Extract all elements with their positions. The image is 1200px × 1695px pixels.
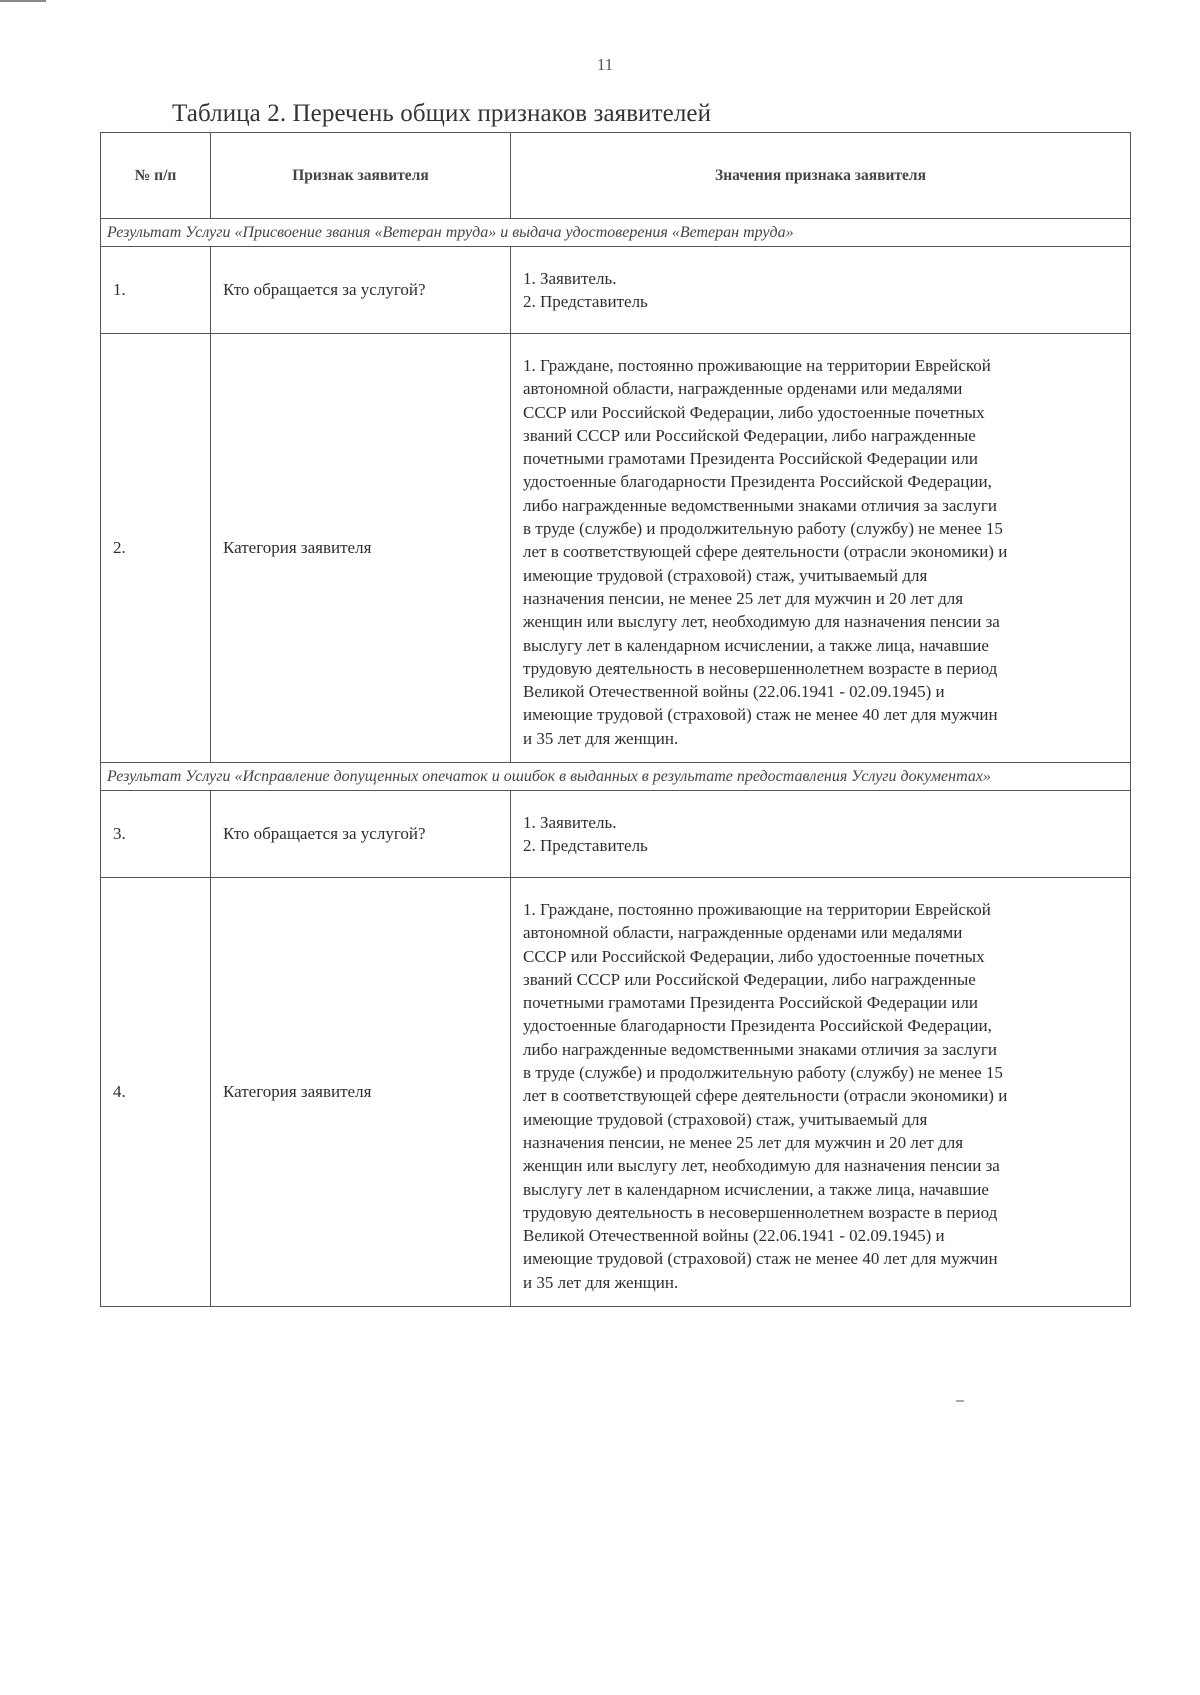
value-line: автономной области, награжденные орденами или медалями	[523, 923, 963, 943]
applicant-features-table	[100, 132, 1131, 1307]
table-row	[101, 791, 1131, 878]
value-line: имеющие трудовой (страховой) стаж не менее 40 лет для мужчин	[523, 705, 998, 725]
value-line: Великой Отечественной войны (22.06.1941 - 02.09.1945) и	[523, 682, 945, 702]
section-row	[101, 763, 1131, 791]
value-line: либо награжденные ведомственными знаками отличия за заслуги	[523, 495, 997, 515]
header-col-sign: Признак заявителя	[211, 133, 511, 219]
value-line: назначения пенсии, не менее 25 лет для мужчин и 20 лет для	[523, 1132, 964, 1152]
value-line: назначения пенсии, не менее 25 лет для мужчин и 20 лет для	[523, 588, 964, 608]
value-line: званий СССР или Российской Федерации, либо награжденные	[523, 425, 976, 445]
row-value	[511, 334, 1131, 763]
header-col-value: Значения признака заявителя	[511, 133, 1131, 219]
value-line: званий СССР или Российской Федерации, либо награжденные	[523, 969, 976, 989]
value-line: 1. Граждане, постоянно проживающие на территории Еврейской	[523, 356, 991, 375]
table-row	[101, 334, 1131, 763]
section-title: Результат Услуги «Исправление допущенных опечаток и ошибок в выданных в результате предоставления Услуги документах»	[101, 763, 1131, 791]
row-number: 3.	[101, 791, 211, 878]
row-number: 1.	[101, 247, 211, 334]
value-line: почетными грамотами Президента Российской Федерации или	[523, 993, 978, 1013]
value-line: в труде (службе) и продолжительную работу (службу) не менее 15	[523, 1063, 1003, 1083]
value-line: имеющие трудовой (страховой) стаж, учитываемый для	[523, 565, 928, 585]
row-sign: Категория заявителя	[211, 878, 511, 1307]
section-row	[101, 219, 1131, 247]
table-row	[101, 247, 1131, 334]
value-line: выслугу лет в календарном исчислении, а также лица, начавшие	[523, 1179, 989, 1199]
value-line: СССР или Российской Федерации, либо удостоенные почетных	[523, 946, 985, 966]
value-line: 1. Заявитель.	[523, 812, 617, 832]
table-title: Таблица 2. Перечень общих признаков заявителей	[172, 100, 712, 127]
value-line: удостоенные благодарности Президента Российской Федерации,	[523, 472, 992, 492]
row-sign: Категория заявителя	[211, 334, 511, 763]
value-line: выслугу лет в календарном исчислении, а также лица, начавшие	[523, 635, 989, 655]
value-line: имеющие трудовой (страховой) стаж, учитываемый для	[523, 1109, 928, 1129]
value-line: 1. Граждане, постоянно проживающие на территории Еврейской	[523, 900, 991, 919]
row-sign: Кто обращается за услугой?	[211, 247, 511, 334]
row-number: 2.	[101, 334, 211, 763]
value-line: 2. Представитель	[523, 292, 648, 311]
table-header-row	[101, 133, 1131, 219]
scan-edge-mark	[0, 0, 46, 2]
row-sign: Кто обращается за услугой?	[211, 791, 511, 878]
value-line: имеющие трудовой (страховой) стаж не менее 40 лет для мужчин	[523, 1249, 998, 1269]
value-line: лет в соответствующей сфере деятельности (отрасли экономики) и	[523, 542, 1008, 562]
row-value	[511, 878, 1131, 1307]
value-line: и 35 лет для женщин.	[523, 728, 679, 748]
value-line: автономной области, награжденные орденами или медалями	[523, 379, 963, 399]
page-number: 11	[596, 55, 614, 74]
row-value	[511, 791, 1131, 878]
header-col-num: № п/п	[101, 133, 211, 219]
value-line: 1. Заявитель.	[523, 268, 617, 288]
value-line: лет в соответствующей сфере деятельности (отрасли экономики) и	[523, 1086, 1008, 1106]
row-number: 4.	[101, 878, 211, 1307]
value-line: трудовую деятельность в несовершеннолетнем возрасте в период	[523, 1202, 998, 1222]
row-value	[511, 247, 1131, 334]
value-line: почетными грамотами Президента Российской Федерации или	[523, 449, 978, 469]
value-line: 2. Представитель	[523, 836, 648, 855]
value-line: в труде (службе) и продолжительную работу (службу) не менее 15	[523, 519, 1003, 539]
value-line: трудовую деятельность в несовершеннолетнем возрасте в период	[523, 658, 998, 678]
value-line: СССР или Российской Федерации, либо удостоенные почетных	[523, 402, 985, 422]
value-line: женщин или выслугу лет, необходимую для назначения пенсии за	[523, 1156, 1000, 1176]
scan-speck	[956, 1400, 964, 1402]
table-row	[101, 878, 1131, 1307]
section-title: Результат Услуги «Присвоение звания «Ветеран труда» и выдача удостоверения «Ветеран труда»	[101, 219, 1131, 247]
value-line: Великой Отечественной войны (22.06.1941 - 02.09.1945) и	[523, 1226, 945, 1246]
value-line: удостоенные благодарности Президента Российской Федерации,	[523, 1016, 992, 1036]
value-line: либо награжденные ведомственными знаками отличия за заслуги	[523, 1039, 997, 1059]
value-line: и 35 лет для женщин.	[523, 1272, 679, 1292]
value-line: женщин или выслугу лет, необходимую для назначения пенсии за	[523, 612, 1000, 632]
